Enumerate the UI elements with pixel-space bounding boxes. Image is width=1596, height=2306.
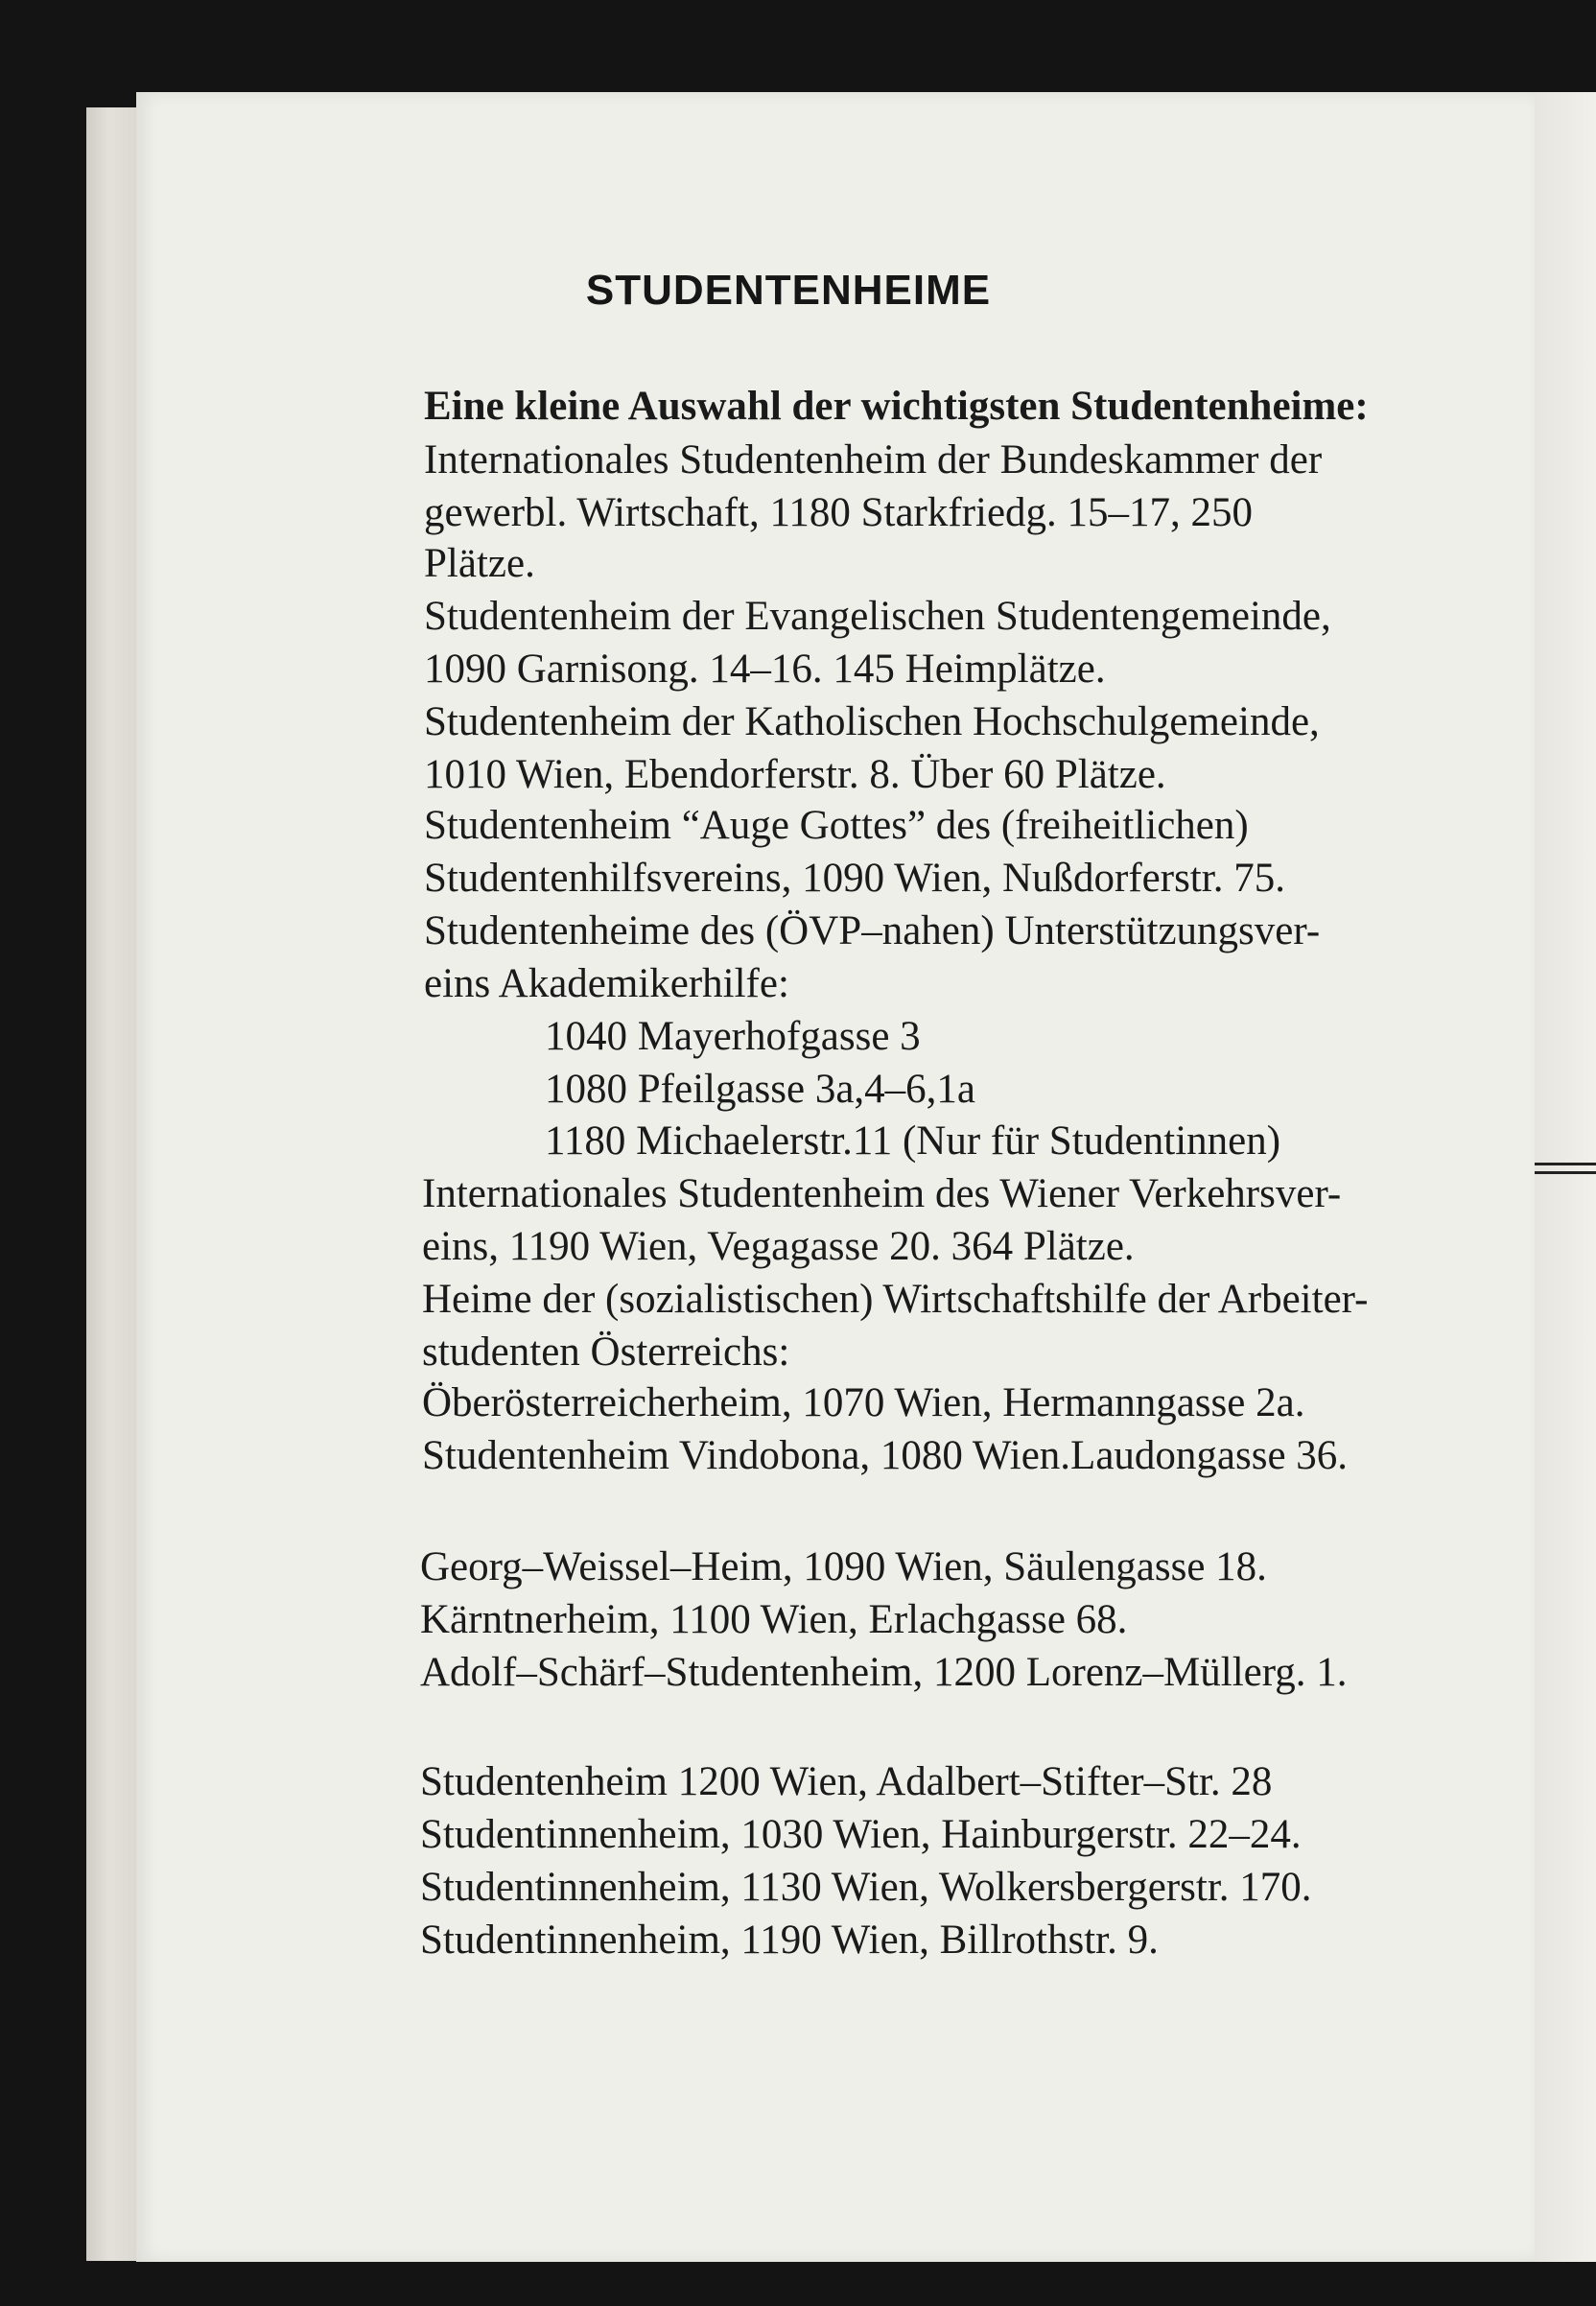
page-title: STUDENTENHEIME: [585, 267, 992, 314]
text-line: studenten Österreichs:: [422, 1329, 790, 1375]
text-line: Studentenheim “Auge Gottes” des (freiheitlichen): [424, 803, 1249, 848]
page-stack-edge: [86, 107, 144, 2261]
text-line: 1090 Garnisong. 14–16. 145 Heimplätze.: [424, 647, 1106, 692]
text-line: Heime der (sozialistischen) Wirtschaftshilfe der Arbeiter-: [422, 1277, 1369, 1322]
text-line: Studentenheime des (ÖVP–nahen) Unterstützungsver-: [424, 908, 1321, 953]
text-line: Studentinnenheim, 1130 Wien, Wolkersbergerstr. 170.: [420, 1865, 1312, 1910]
text-line: Plätze.: [424, 541, 535, 586]
text-line: 1010 Wien, Ebendorferstr. 8. Über 60 Plätze.: [424, 752, 1166, 797]
text-line: Adolf–Schärf–Studentenheim, 1200 Lorenz–Müllerg. 1.: [420, 1650, 1348, 1695]
text-line: Studentenheim 1200 Wien, Adalbert–Stifter–Str. 28: [420, 1759, 1273, 1804]
text-line-indented: 1080 Pfeilgasse 3a,4–6,1a: [545, 1067, 976, 1112]
text-line: eins, 1190 Wien, Vegagasse 20. 364 Plätze.: [422, 1224, 1135, 1269]
page-gutter: [1535, 92, 1596, 2262]
bleed-through-rule: [1535, 1163, 1596, 1165]
text-line: Studentenheim der Katholischen Hochschulgemeinde,: [424, 699, 1320, 744]
text-line: Studentenheim Vindobona, 1080 Wien.Laudongasse 36.: [422, 1433, 1349, 1478]
text-line: gewerbl. Wirtschaft, 1180 Starkfriedg. 15–17, 250: [424, 490, 1254, 535]
text-line-indented: 1040 Mayerhofgasse 3: [545, 1014, 921, 1059]
text-line: eins Akademikerhilfe:: [424, 961, 789, 1006]
bleed-through-rule: [1535, 1171, 1596, 1174]
text-line: Öberösterreicherheim, 1070 Wien, Hermanngasse 2a.: [422, 1380, 1305, 1425]
text-line: Eine kleine Auswahl der wichtigsten Studentenheime:: [424, 384, 1369, 429]
text-line: Studentenheim der Evangelischen Studentengemeinde,: [424, 594, 1331, 639]
text-line-indented: 1180 Michaelerstr.11 (Nur für Studentinnen): [545, 1118, 1281, 1164]
text-line: Internationales Studentenheim der Bundeskammer der: [424, 437, 1323, 482]
text-line: Kärntnerheim, 1100 Wien, Erlachgasse 68.: [420, 1597, 1128, 1642]
text-line: Studentenhilfsvereins, 1090 Wien, Nußdorferstr. 75.: [424, 856, 1285, 901]
text-line: Studentinnenheim, 1030 Wien, Hainburgerstr. 22–24.: [420, 1812, 1302, 1857]
text-line: Studentinnenheim, 1190 Wien, Billrothstr. 9.: [420, 1918, 1159, 1963]
text-line: Georg–Weissel–Heim, 1090 Wien, Säulengasse 18.: [420, 1544, 1267, 1589]
text-line: Internationales Studentenheim des Wiener Verkehrsver-: [422, 1171, 1342, 1216]
